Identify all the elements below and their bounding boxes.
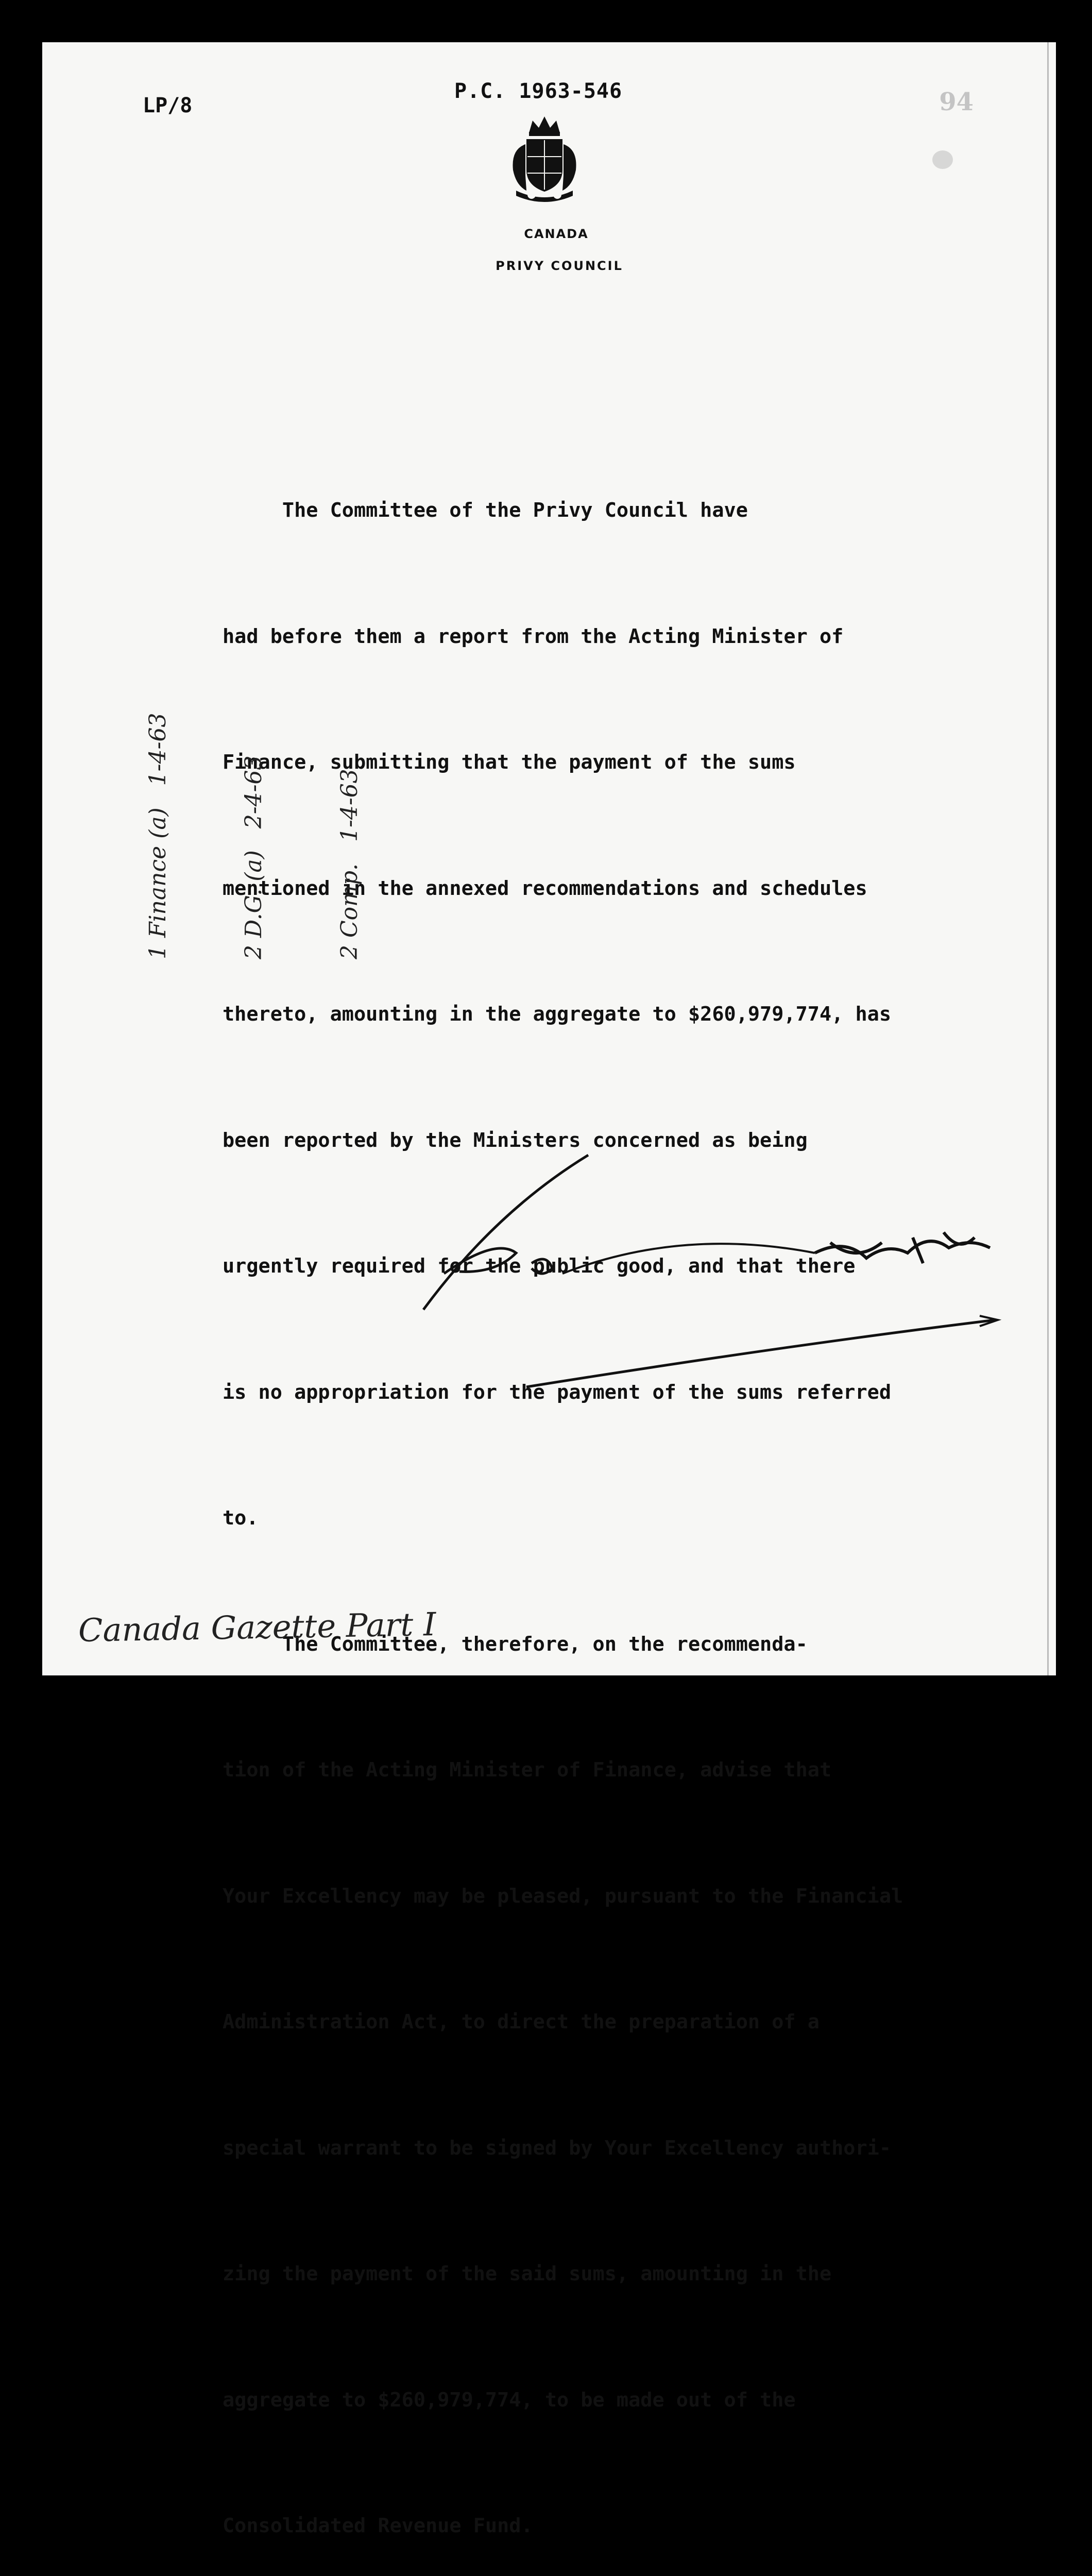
- body-line: Finance, submitting that the payment of the sums: [223, 751, 796, 774]
- body-line: special warrant to be signed by Your Excellency authori-: [223, 2136, 892, 2160]
- gazette-note: Canada Gazette Part I: [78, 1605, 436, 1650]
- council-label: PRIVY COUNCIL: [496, 259, 623, 273]
- body-line: been reported by the Ministers concerned as being: [223, 1128, 808, 1152]
- margin-note: 2 Comp. 1-4-63: [336, 769, 363, 959]
- body-line: The Committee of the Privy Council have: [223, 499, 748, 522]
- reference-code: LP/8: [143, 94, 193, 117]
- paper-smudge: [932, 150, 953, 169]
- body-line: tion of the Acting Minister of Finance, advise that: [223, 1758, 832, 1782]
- body-line: is no appropriation for the payment of the sums referred: [223, 1380, 892, 1404]
- body-line: thereto, amounting in the aggregate to $260,979,774, has: [223, 1003, 892, 1026]
- page-number: 94: [939, 88, 974, 116]
- margin-notes: [78, 713, 430, 959]
- body-line: mentioned in the annexed recommendations and schedules: [223, 876, 867, 900]
- body-line: Administration Act, to direct the preparation of a: [223, 2010, 820, 2033]
- body-line: aggregate to $260,979,774, to be made out of the: [223, 2388, 796, 2412]
- body-line: zing the payment of the said sums, amounting in the: [223, 2262, 832, 2285]
- body-line: The Committee, therefore, on the recommenda-: [223, 1632, 808, 1656]
- body-line: Consolidated Revenue Fund.: [223, 2514, 533, 2537]
- body-line: to.: [223, 1506, 259, 1530]
- coat-of-arms-icon: [501, 113, 588, 206]
- margin-note: 2 D.G. (a) 2-4-63: [241, 755, 267, 959]
- country-label: CANADA: [524, 227, 589, 241]
- signature-mark: [372, 1150, 1042, 1397]
- body-line: Your Excellency may be pleased, pursuant to the Financial: [223, 1884, 903, 1908]
- body-line: urgently required for the public good, and that there: [223, 1255, 856, 1278]
- document-page: [42, 42, 1056, 2537]
- order-number: P.C. 1963-546: [454, 79, 623, 103]
- margin-note: 1 Finance (a) 1-4-63: [145, 713, 171, 959]
- body-line: had before them a report from the Acting Minister of: [223, 624, 844, 648]
